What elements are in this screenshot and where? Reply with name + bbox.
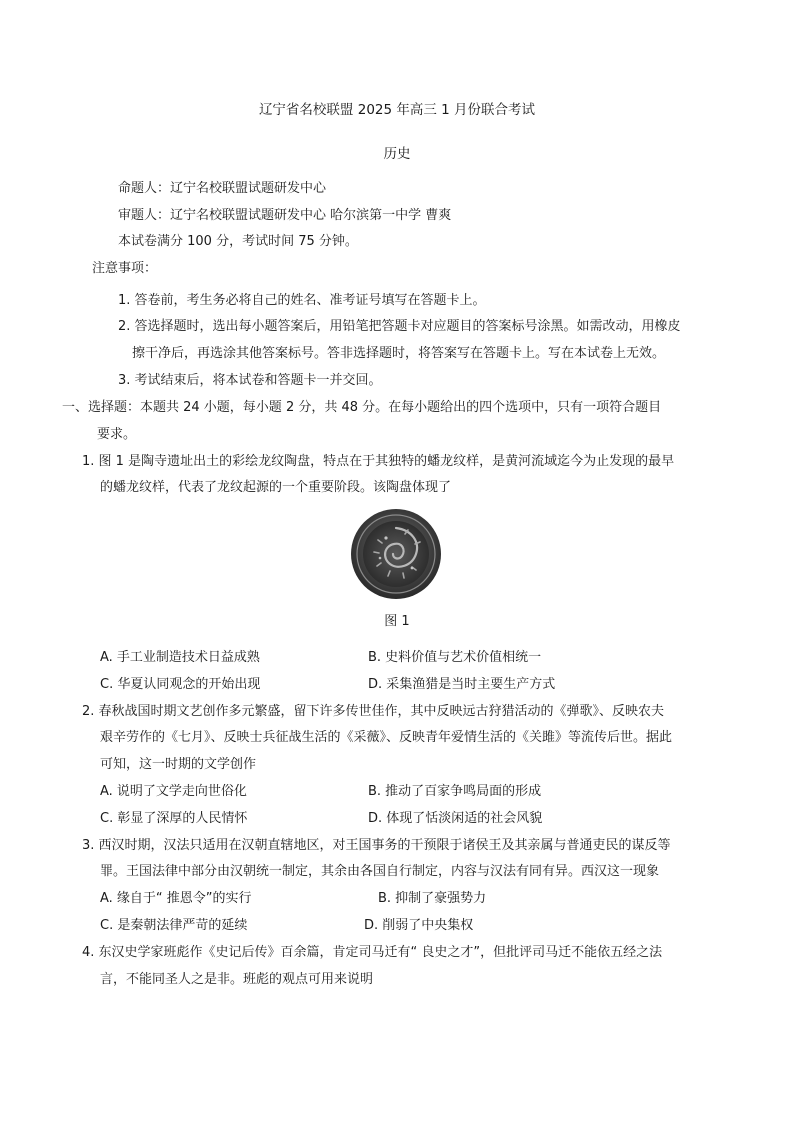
q1-stem-line-1: 1. 图 1 是陶寺遗址出土的彩绘龙纹陶盘，特点在于其独特的蟠龙纹样，是黄河流域迄今为止发现的最早 [82, 454, 675, 469]
q2-stem-line-1: 2. 春秋战国时期文艺创作多元繁盛，留下许多传世佳作，其中反映远古狩猎活动的《弹歌》、反映农夫 [82, 704, 665, 719]
dragon-plate-icon [350, 508, 442, 600]
dragon-plate-image [350, 508, 442, 600]
exam-title: 辽宁省名校联盟 2025 年高三 1 月份联合考试 [258, 102, 536, 118]
q2-stem-line-3: 可知，这一时期的文学创作 [100, 757, 257, 772]
note-2-line-1: 2. 答选择题时，选出每小题答案后，用铅笔把答题卡对应题目的答案标号涂黑。如需改动，用橡皮 [118, 319, 681, 334]
q3-option-a[interactable]: A. 缘自于“ 推恩令”的实行 [100, 891, 252, 906]
q3-stem-line-2: 罪。王国法律中部分由汉朝统一制定，其余由各国自行制定，内容与汉法有同有异。西汉这一现象 [100, 864, 660, 879]
q2-option-b[interactable]: B. 推动了百家争鸣局面的形成 [368, 784, 542, 799]
q3-option-c[interactable]: C. 是秦朝法律严苛的延续 [100, 918, 248, 933]
exam-subject: 历史 [383, 146, 411, 162]
setter-line: 命题人：辽宁名校联盟试题研发中心 [118, 181, 327, 196]
section-heading-line-2: 要求。 [97, 427, 137, 442]
q1-option-d[interactable]: D. 采集渔猎是当时主要生产方式 [368, 677, 556, 692]
q3-stem-line-1: 3. 西汉时期，汉法只适用在汉朝直辖地区，对王国事务的干预限于诸侯王及其亲属与普通吏民的谋反等 [82, 838, 671, 853]
q3-option-b[interactable]: B. 抑制了豪强势力 [378, 891, 487, 906]
q1-stem-line-2: 的蟠龙纹样，代表了龙纹起源的一个重要阶段。该陶盘体现了 [100, 480, 452, 495]
q4-stem-line-2: 言，不能同圣人之是非。班彪的观点可用来说明 [100, 972, 374, 987]
score-time-line: 本试卷满分 100 分，考试时间 75 分钟。 [118, 234, 358, 249]
q2-stem-line-2: 艰辛劳作的《七月》、反映士兵征战生活的《采薇》、反映青年爱情生活的《关雎》等流传后世。据此 [100, 730, 673, 745]
q2-option-a[interactable]: A. 说明了文学走向世俗化 [100, 784, 247, 799]
q3-option-d[interactable]: D. 削弱了中央集权 [364, 918, 474, 933]
notes-heading: 注意事项： [92, 261, 158, 276]
note-3: 3. 考试结束后，将本试卷和答题卡一并交回。 [118, 373, 382, 388]
q1-option-b[interactable]: B. 史料价值与艺术价值相统一 [368, 650, 542, 665]
note-2-line-2: 擦干净后，再选涂其他答案标号。答非选择题时，将答案写在答题卡上。写在本试卷上无效。 [132, 346, 666, 361]
note-1: 1. 答卷前，考生务必将自己的姓名、准考证号填写在答题卡上。 [118, 293, 486, 308]
figure-1-caption: 图 1 [384, 614, 410, 629]
q4-stem-line-1: 4. 东汉史学家班彪作《史记后传》百余篇，肯定司马迁有“ 良史之才”，但批评司马迁不能依五经之法 [82, 945, 663, 960]
q2-option-d[interactable]: D. 体现了恬淡闲适的社会风貌 [368, 811, 543, 826]
q1-option-c[interactable]: C. 华夏认同观念的开始出现 [100, 677, 261, 692]
reviewer-line: 审题人：辽宁名校联盟试题研发中心 哈尔滨第一中学 曹爽 [118, 208, 452, 223]
q1-option-a[interactable]: A. 手工业制造技术日益成熟 [100, 650, 260, 665]
q2-option-c[interactable]: C. 彰显了深厚的人民情怀 [100, 811, 248, 826]
section-heading-line-1: 一、选择题：本题共 24 小题，每小题 2 分，共 48 分。在每小题给出的四个选项中，只有一项符合题目 [62, 400, 662, 415]
